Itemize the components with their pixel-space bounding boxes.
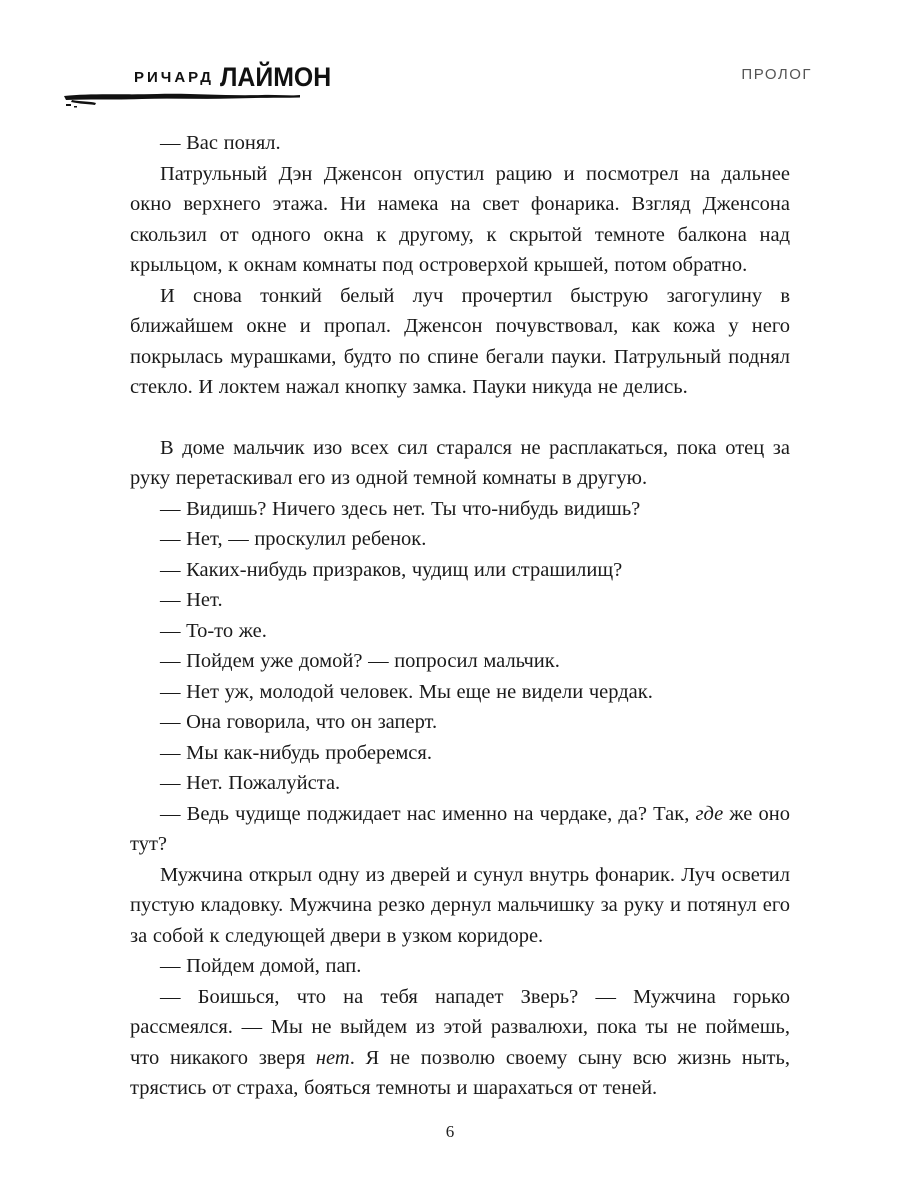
paragraph: — То-то же. bbox=[160, 619, 267, 642]
paragraph: — Каких-нибудь призраков, чудищ или страшилищ? bbox=[160, 558, 623, 581]
paragraph: — Пойдем домой, пап. bbox=[160, 955, 362, 977]
paragraph: И снова тонкий белый луч прочертил быструю загогулину в ближайшем окне и пропал. Дженсон почувствовал, как кожа у него покрылась мурашками, будто по спине бегали пауки. Патрульный поднял стекло. И локтем нажал кнопку замка. Пауки никуда не делись. bbox=[130, 284, 790, 398]
emphasis: где bbox=[695, 802, 724, 825]
paragraph: — Вас понял. bbox=[160, 132, 281, 154]
paragraph: — Пойдем уже домой? — попросил мальчик. bbox=[160, 650, 560, 672]
paragraph: — Нет уж, молодой человек. Мы еще не видели чердак. bbox=[160, 680, 653, 703]
paragraph: — Ведь чудище поджидает нас именно на чердаке, да? Так, где же оно тут? bbox=[130, 802, 790, 855]
paragraph: — Нет. bbox=[160, 589, 223, 611]
running-head bbox=[0, 0, 900, 120]
paragraph: — Боишься, что на тебя нападет Зверь? — Мужчина горько рассмеялся. — Мы не выйдем из этой развалюхи, пока ты не поймешь, что никакого зверя нет. Я не позволю своему сыну всю жизнь ныть, трястись от страха, бояться темноты и шарахаться от теней. bbox=[130, 985, 790, 1099]
emphasis: нет bbox=[315, 1046, 350, 1069]
section-break bbox=[130, 403, 790, 433]
paragraph: — Нет. Пожалуйста. bbox=[160, 772, 341, 794]
paragraph: — Мы как-нибудь проберемся. bbox=[160, 741, 432, 764]
page-number: 6 bbox=[445, 1122, 455, 1141]
paragraph: В доме мальчик изо всех сил старался не расплакаться, пока отец за руку перетаскивал его из одной темной комнаты в другую. bbox=[130, 436, 790, 489]
paragraph: Патрульный Дэн Дженсон опустил рацию и посмотрел на дальнее окно верхнего этажа. Ни намека на свет фонарика. Взгляд Дженсона скользил от одного окна к другому, к скрытой темноте балкона над крыльцом, к окнам комнаты под островерхой крышей, потом обратно. bbox=[130, 162, 790, 276]
author-logo bbox=[62, 62, 332, 112]
paragraph: — Она говорила, что он заперт. bbox=[160, 711, 438, 733]
body-text bbox=[130, 128, 790, 1104]
paragraph: Мужчина открыл одну из дверей и сунул внутрь фонарик. Луч осветил пустую кладовку. Мужчина резко дернул мальчишку за руку и потянул его за собой к следующей двери в узком коридоре. bbox=[130, 863, 790, 947]
author-last-name: ЛАЙМОН bbox=[220, 62, 332, 92]
chapter-title: ПРОЛОГ bbox=[741, 66, 812, 83]
author-first-name: РИЧАРД bbox=[134, 69, 214, 86]
paragraph: — Видишь? Ничего здесь нет. Ты что-нибудь видишь? bbox=[160, 497, 641, 520]
paragraph: — Нет, — проскулил ребенок. bbox=[160, 528, 427, 550]
